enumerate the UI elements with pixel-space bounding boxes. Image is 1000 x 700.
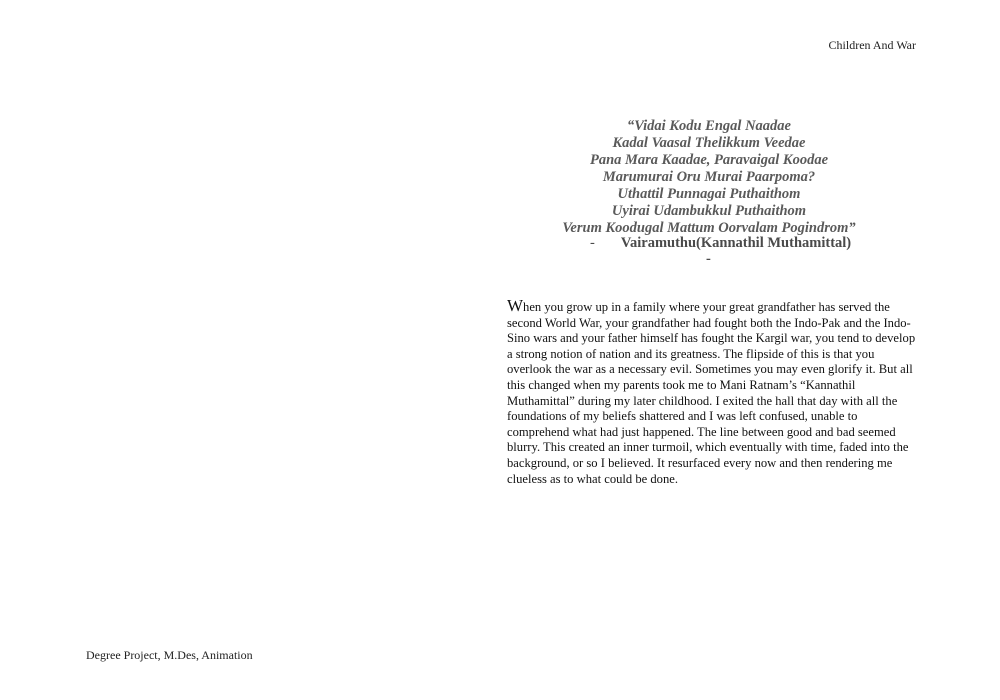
poem-line: Uthattil Punnagai Puthaithom — [617, 186, 801, 202]
running-header: Children And War — [828, 38, 916, 52]
attribution-trailing-dash: - — [706, 251, 711, 267]
poem-line: Kadal Vaasal Thelikkum Veedae — [612, 135, 806, 151]
poem-line: Verum Koodugal Mattum Oorvalam Pogindrom” — [562, 220, 856, 236]
poem-attribution — [590, 235, 851, 252]
attribution-dash: - — [590, 235, 595, 251]
attribution-author: Vairamuthu(Kannathil Muthamittal) — [620, 235, 852, 251]
drop-cap: W — [507, 296, 524, 315]
poem-line: Pana Mara Kaadae, Paravaigal Koodae — [589, 152, 829, 168]
poem-line: Marumurai Oru Murai Paarpoma? — [602, 169, 816, 185]
body-paragraph — [507, 298, 917, 487]
body-text: hen you grow up in a family where your great grandfather has served the second World War, your grandfather had fought both the Indo-Pak and the Indo-Sino wars and your father himself has fought the Kargil war, you tend to develop a strong notion of nation and its greatness. The flipside of this is that you overlook the war as a necessary evil. Sometimes you may even glorify it. But all this changed when my parents took me to Mani Ratnam’s “Kannathil Muthamittal” during my later childhood. I exited the hall that day with all the foundations of my beliefs shattered and I was left confused, unable to comprehend what had just happened. The line between good and bad seemed blurry. This created an inner turmoil, which eventually with time, faded into the background, or so I believed. It resurfaced every now and then rendering me clueless as to what could be done. — [507, 300, 916, 486]
poem-line: “Vidai Kodu Engal Naadae — [627, 118, 791, 134]
poem-block — [505, 118, 913, 237]
running-footer: Degree Project, M.Des, Animation — [86, 648, 253, 662]
poem-line: Uyirai Udambukkul Puthaithom — [611, 203, 807, 219]
